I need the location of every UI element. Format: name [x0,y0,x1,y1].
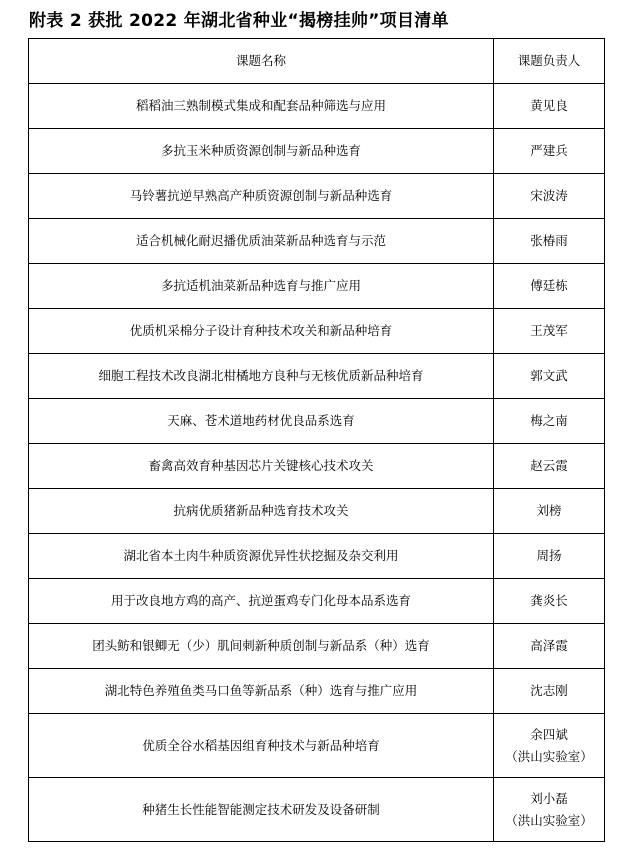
project-name-cell: 优质机采棉分子设计育种技术攻关和新品种培育 [29,309,494,354]
project-name-cell: 马铃薯抗逆早熟高产种质资源创制与新品种选育 [29,174,494,219]
table-row [29,444,605,489]
project-name-cell: 湖北省本土肉牛种质资源优异性状挖掘及杂交利用 [29,534,494,579]
page-title: 附表 2 获批 2022 年湖北省种业“揭榜挂帅”项目清单 [29,11,449,31]
table-row [29,534,605,579]
project-name-cell: 种猪生长性能智能测定技术研发及设备研制 [29,778,494,842]
table-row [29,174,605,219]
header-project-name: 课题名称 [29,39,494,84]
table-row [29,264,605,309]
leader-name: 余四斌 [530,726,568,742]
table-body [29,84,605,842]
table-row [29,129,605,174]
project-leader-cell: 傅廷栋 [494,264,605,309]
project-leader-cell: 周扬 [494,534,605,579]
table-row [29,309,605,354]
table-row [29,579,605,624]
project-leader-cell: 高泽霞 [494,624,605,669]
project-name-cell: 优质全谷水稻基因组育种技术与新品种培育 [29,714,494,778]
project-table [28,38,605,842]
project-leader-cell: 黄见良 [494,84,605,129]
table-row [29,219,605,264]
project-leader-cell: 张椿雨 [494,219,605,264]
project-name-cell: 稻稻油三熟制模式集成和配套品种筛选与应用 [29,84,494,129]
project-name-cell: 天麻、苍术道地药材优良品系选育 [29,399,494,444]
table-row [29,84,605,129]
project-leader-cell [494,714,605,778]
project-name-cell: 细胞工程技术改良湖北柑橘地方良种与无核优质新品种培育 [29,354,494,399]
project-leader-cell: 赵云霞 [494,444,605,489]
header-project-leader: 课题负责人 [494,39,605,84]
leader-affiliation: （洪山实验室） [505,748,593,764]
table-row [29,778,605,842]
project-leader-cell: 刘榜 [494,489,605,534]
project-leader-cell [494,778,605,842]
project-leader-cell: 郭文武 [494,354,605,399]
project-leader-cell: 梅之南 [494,399,605,444]
project-leader-cell: 沈志刚 [494,669,605,714]
table-header-row [29,39,605,84]
project-leader-cell: 龚炎长 [494,579,605,624]
leader-name: 刘小磊 [530,790,568,806]
leader-affiliation: （洪山实验室） [505,812,593,828]
table-row [29,354,605,399]
project-leader-cell: 严建兵 [494,129,605,174]
project-name-cell: 适合机械化耐迟播优质油菜新品种选育与示范 [29,219,494,264]
project-name-cell: 多抗玉米种质资源创制与新品种选育 [29,129,494,174]
table-row [29,399,605,444]
project-leader-cell: 王茂军 [494,309,605,354]
table-row [29,669,605,714]
project-name-cell: 湖北特色养殖鱼类马口鱼等新品系（种）选育与推广应用 [29,669,494,714]
project-leader-cell: 宋波涛 [494,174,605,219]
table-row [29,489,605,534]
table-row [29,624,605,669]
project-name-cell: 多抗适机油菜新品种选育与推广应用 [29,264,494,309]
table-row [29,714,605,778]
project-name-cell: 畜禽高效育种基因芯片关键核心技术攻关 [29,444,494,489]
project-name-cell: 用于改良地方鸡的高产、抗逆蛋鸡专门化母本品系选育 [29,579,494,624]
project-name-cell: 团头鲂和银鲫无（少）肌间刺新种质创制与新品系（种）选育 [29,624,494,669]
project-name-cell: 抗病优质猪新品种选育技术攻关 [29,489,494,534]
